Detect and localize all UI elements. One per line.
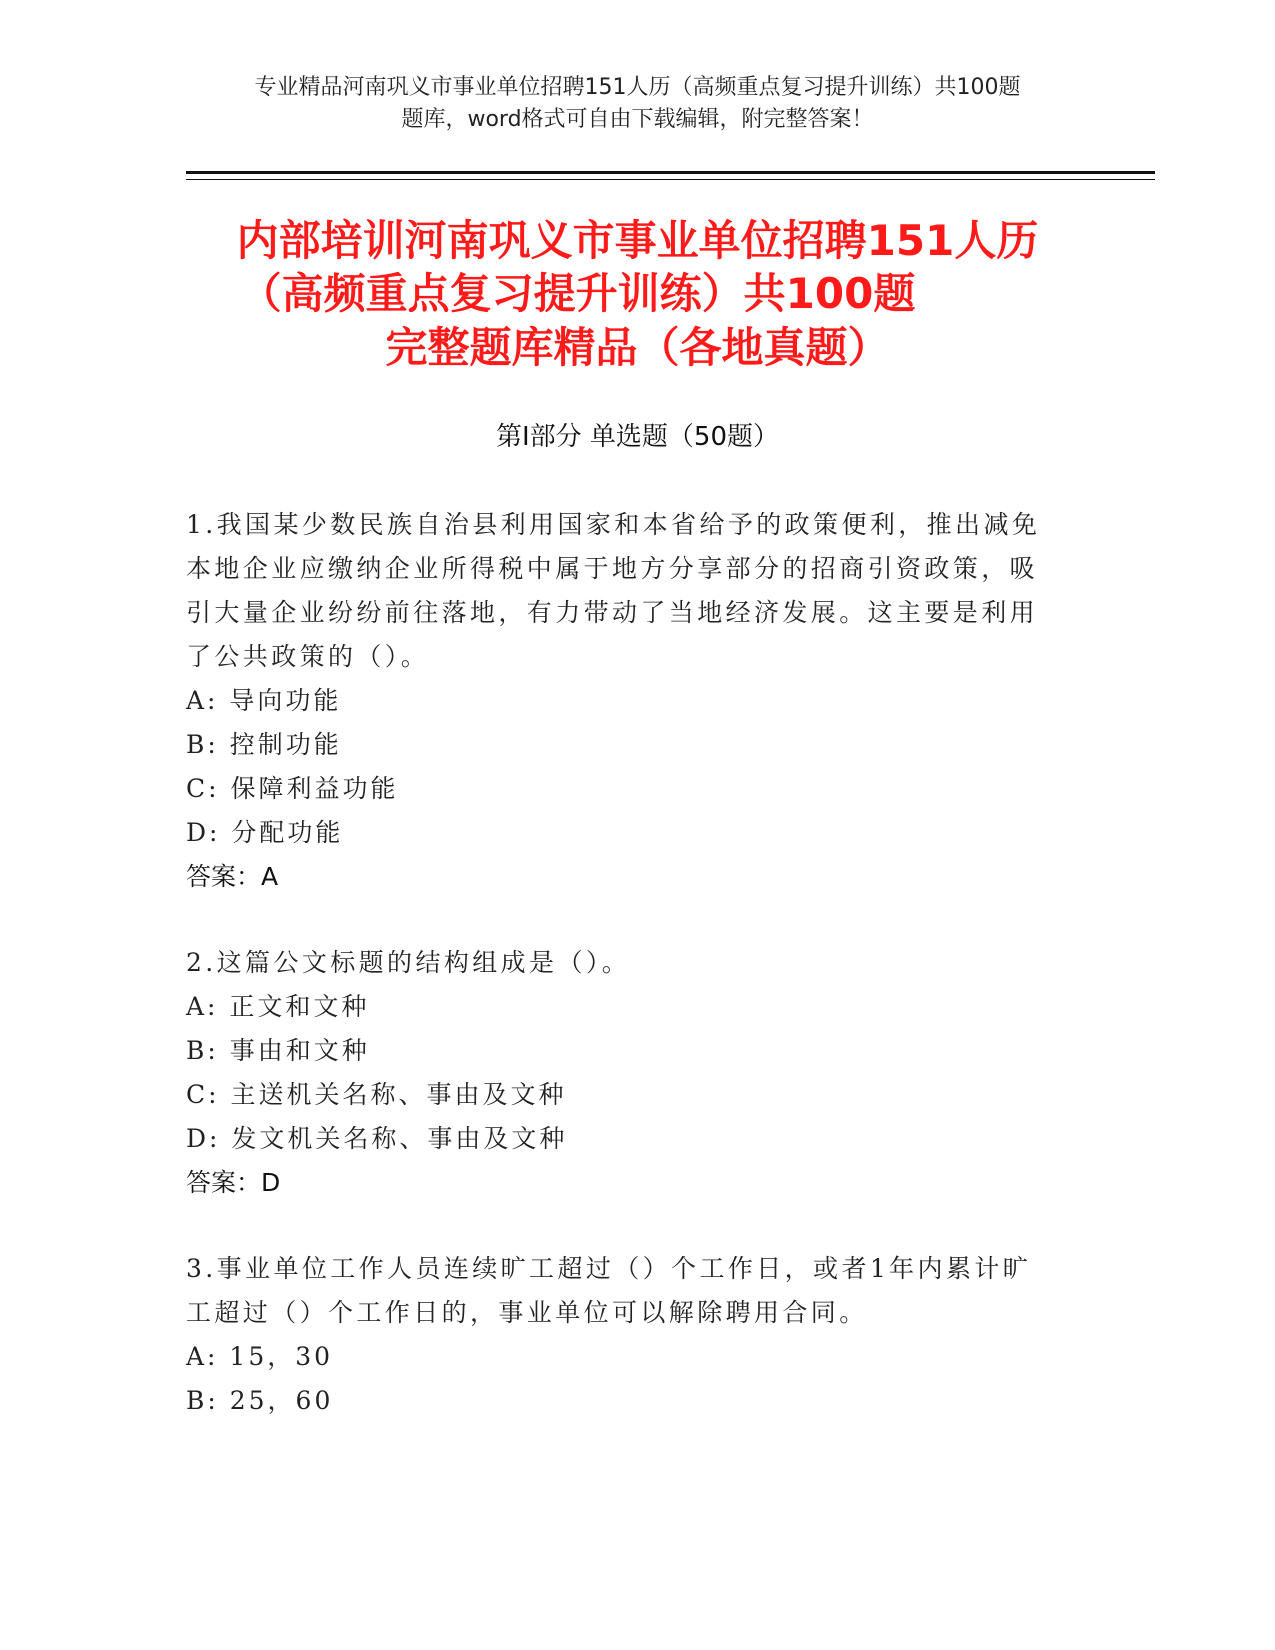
document-title-line-1: 内部培训河南巩义市事业单位招聘151人历 [236,216,1039,265]
question-1-answer: 答案：A [186,862,279,891]
question-2-option-c: C: 主送机关名称、事由及文种 [186,1080,567,1109]
document-header-line-1: 专业精品河南巩义市事业单位招聘151人历（高频重点复习提升训练）共100题 [254,75,1021,100]
question-1-text-line-2: 本地企业应缴纳企业所得税中属于地方分享部分的招商引资政策，吸 [186,554,1039,583]
question-1-text-line-4: 了公共政策的（）。 [186,642,430,671]
question-3-text-line-2: 工超过（）个工作日的，事业单位可以解除聘用合同。 [186,1298,868,1327]
section-title: 第Ⅰ部分 单选题（50题） [495,422,780,452]
document-title-line-2: （高频重点复习提升训练）共100题 [239,269,916,318]
header-divider-thin [186,179,1155,180]
header-divider-thick [186,171,1155,174]
question-2-option-a: A: 正文和文种 [186,992,370,1021]
question-3-option-b: B: 25，60 [186,1386,334,1415]
question-1-option-a: A: 导向功能 [186,686,342,715]
question-3-option-a: A: 15，30 [186,1342,334,1371]
document-header-line-2: 题库，word格式可自由下载编辑，附完整答案！ [401,107,874,132]
question-1-option-d: D: 分配功能 [186,818,344,847]
question-1-text-line-3: 引大量企业纷纷前往落地，有力带动了当地经济发展。这主要是利用 [186,598,1039,627]
question-2-answer: 答案：D [186,1168,281,1197]
question-2-text-line-1: 2.这篇公文标题的结构组成是（）。 [186,948,631,977]
question-1-option-c: C: 保障利益功能 [186,774,399,803]
question-1-text-line-1: 1.我国某少数民族自治县利用国家和本省给予的政策便利，推出减免 [186,510,1041,539]
question-2-option-b: B: 事由和文种 [186,1036,370,1065]
question-3-text-line-1: 3.事业单位工作人员连续旷工超过（）个工作日，或者1年内累计旷 [186,1254,1032,1283]
question-2-option-d: D: 发文机关名称、事由及文种 [186,1124,568,1153]
question-1-option-b: B: 控制功能 [186,730,342,759]
document-title-line-3: 完整题库精品（各地真题） [385,323,890,372]
